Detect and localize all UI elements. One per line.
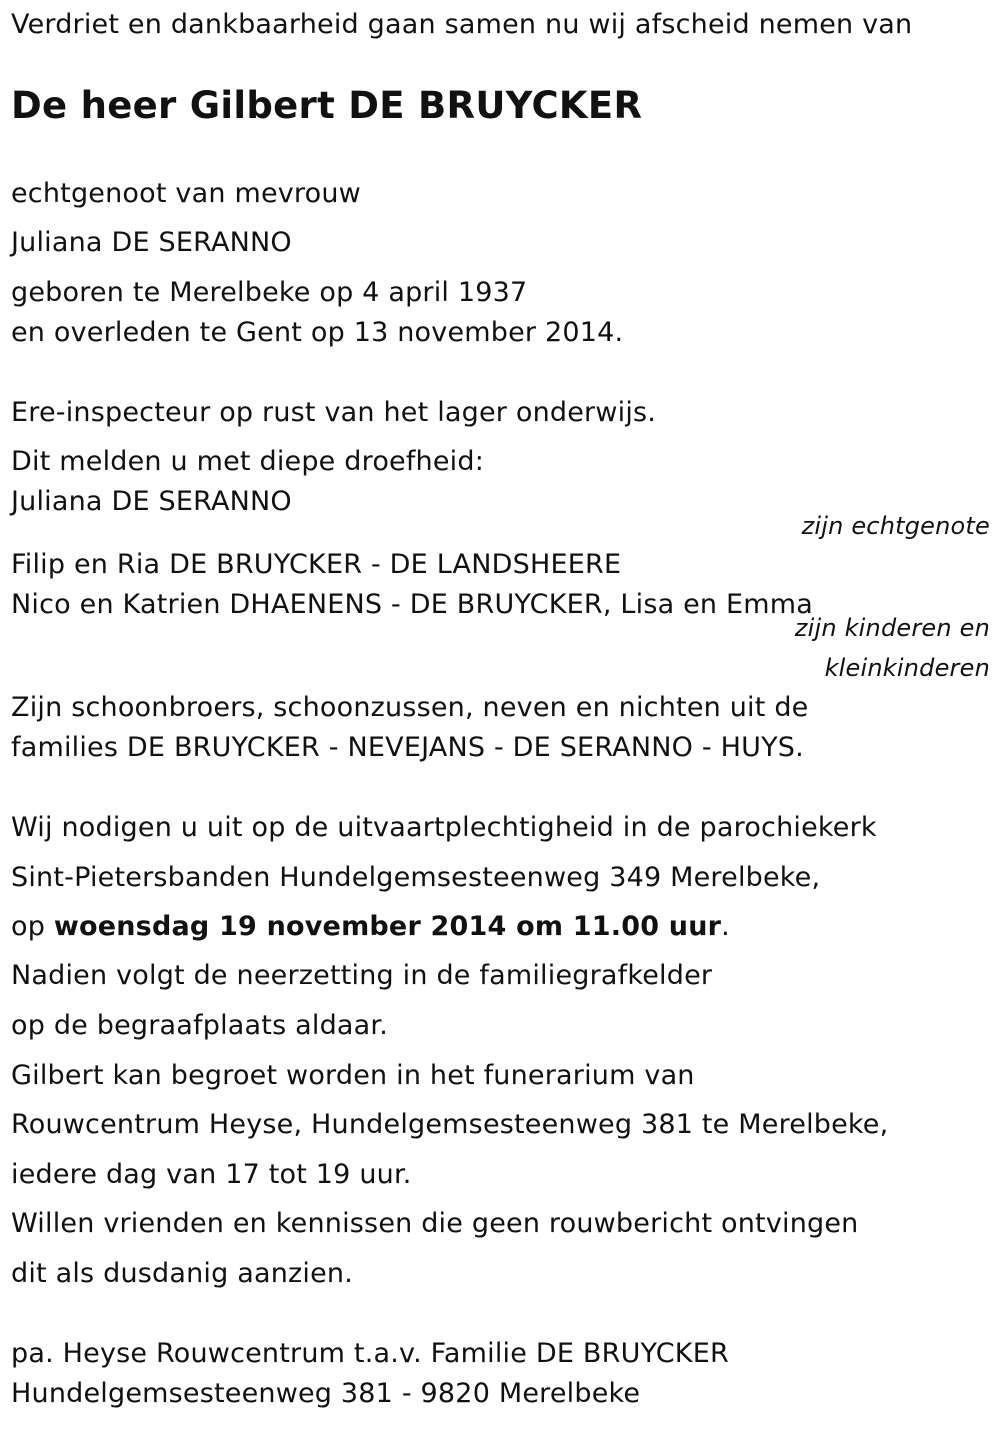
service-date-bold: woensdag 19 november 2014 om 11.00 uur <box>53 911 722 942</box>
service-date <box>11 911 730 943</box>
service-invite-2: Sint-Pietersbanden Hundelgemsesteenweg 349 Merelbeke, <box>11 862 821 893</box>
burial-text-1: Nadien volgt de neerzetting in de familiegrafkelder <box>11 960 713 991</box>
birth-text: geboren te Merelbeke op 4 april 1937 <box>11 277 528 308</box>
children-role-line1: zijn kinderen en <box>794 614 990 642</box>
intro-text: Verdriet en dankbaarheid gaan samen nu wij afscheid nemen van <box>11 9 913 40</box>
visit-text-2: Rouwcentrum Heyse, Hundelgemsesteenweg 381 te Merelbeke, <box>11 1109 889 1140</box>
mourner-children-1: Filip en Ria DE BRUYCKER - DE LANDSHEERE <box>11 549 622 580</box>
contact-line-2: Hundelgemsesteenweg 381 - 9820 Merelbeke <box>11 1378 641 1409</box>
occupation-text: Ere-inspecteur op rust van het lager onderwijs. <box>11 397 657 428</box>
extended-family-2: families DE BRUYCKER - NEVEJANS - DE SERANNO - HUYS. <box>11 732 804 763</box>
spouse-role: zijn echtgenote <box>801 512 990 540</box>
notice-text-1: Willen vrienden en kennissen die geen rouwbericht ontvingen <box>11 1208 859 1239</box>
visit-text-1: Gilbert kan begroet worden in het funerarium van <box>11 1060 695 1091</box>
spouse-label: echtgenoot van mevrouw <box>11 178 361 209</box>
service-date-suffix: . <box>721 911 730 942</box>
burial-text-2: op de begraafplaats aldaar. <box>11 1010 389 1041</box>
mourner-children-2: Nico en Katrien DHAENENS - DE BRUYCKER, Lisa en Emma <box>11 589 814 620</box>
notice-text-2: dit als dusdanig aanzien. <box>11 1258 354 1289</box>
mourner-spouse: Juliana DE SERANNO <box>11 486 292 517</box>
deceased-name: De heer Gilbert DE BRUYCKER <box>11 84 643 127</box>
visit-text-3: iedere dag van 17 tot 19 uur. <box>11 1159 412 1190</box>
service-invite-1: Wij nodigen u uit op de uitvaartplechtigheid in de parochiekerk <box>11 812 877 843</box>
service-date-prefix: op <box>11 911 54 942</box>
contact-line-1: pa. Heyse Rouwcentrum t.a.v. Familie DE BRUYCKER <box>11 1338 729 1369</box>
spouse-name: Juliana DE SERANNO <box>11 227 292 258</box>
announce-intro: Dit melden u met diepe droefheid: <box>11 446 485 477</box>
children-role-line2: kleinkinderen <box>824 654 990 682</box>
death-text: en overleden te Gent op 13 november 2014. <box>11 317 624 348</box>
extended-family-1: Zijn schoonbroers, schoonzussen, neven en nichten uit de <box>11 692 809 723</box>
